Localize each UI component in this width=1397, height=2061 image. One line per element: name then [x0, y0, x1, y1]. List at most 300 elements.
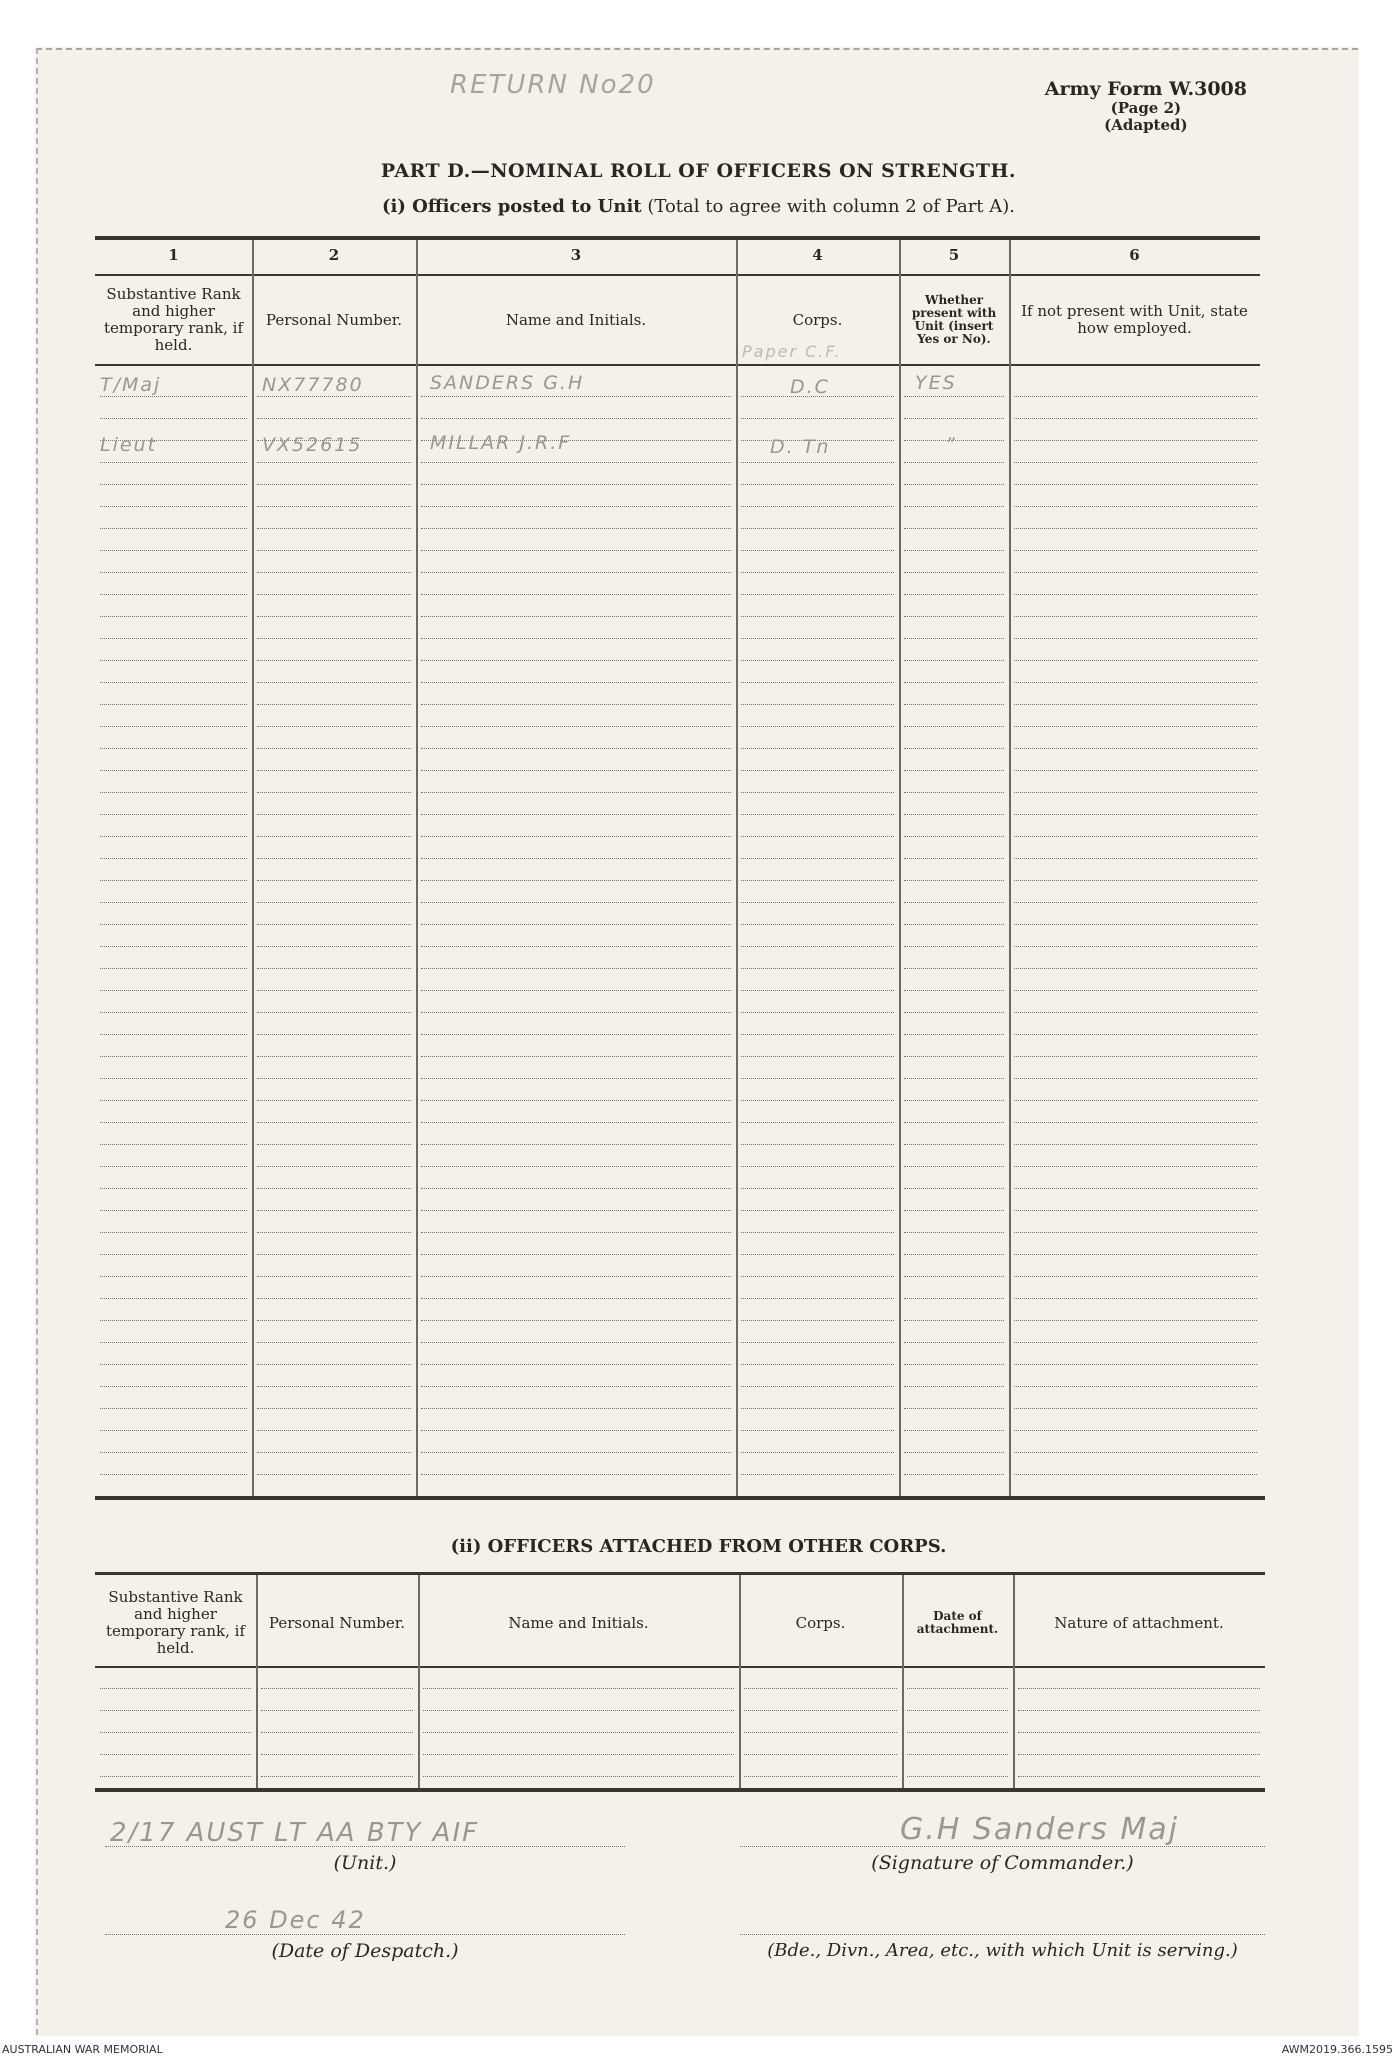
dotted-guide — [100, 1732, 251, 1733]
table1-header-bottom-rule — [95, 364, 1260, 366]
dotted-guide — [257, 528, 411, 529]
dotted-guide — [421, 616, 731, 617]
dotted-guide — [100, 1430, 247, 1431]
dotted-guide — [100, 814, 247, 815]
section1-title-rest: (Total to agree with column 2 of Part A). — [641, 196, 1015, 217]
dotted-guide — [904, 1408, 1004, 1409]
dotted-guide — [421, 1430, 731, 1431]
dotted-guide — [421, 1100, 731, 1101]
dotted-guide — [421, 792, 731, 793]
dotted-guide — [1014, 1364, 1257, 1365]
dotted-guide — [904, 990, 1004, 991]
dotted-guide — [741, 528, 894, 529]
dotted-guide — [1018, 1776, 1260, 1777]
dotted-guide — [421, 396, 731, 397]
dotted-guide — [907, 1688, 1008, 1689]
dotted-guide — [741, 858, 894, 859]
row2-rank: Lieut — [100, 434, 158, 456]
row2-corps: D. Tn — [770, 436, 831, 458]
dotted-guide — [421, 1056, 731, 1057]
dotted-guide — [421, 418, 731, 419]
dotted-guide — [741, 1122, 894, 1123]
dotted-guide — [100, 902, 247, 903]
dotted-guide — [904, 1254, 1004, 1255]
dotted-guide — [904, 638, 1004, 639]
dotted-guide — [1014, 1276, 1257, 1277]
dotted-guide — [904, 1276, 1004, 1277]
dotted-guide — [421, 880, 731, 881]
form-identifier — [1045, 78, 1247, 134]
dotted-guide — [1018, 1732, 1260, 1733]
dotted-guide — [100, 1776, 251, 1777]
dotted-guide — [1014, 616, 1257, 617]
dotted-guide — [904, 1166, 1004, 1167]
dotted-guide — [257, 704, 411, 705]
table1-header-rule — [95, 274, 1260, 276]
dotted-guide — [257, 792, 411, 793]
part-title: PART D.—NOMINAL ROLL OF OFFICERS ON STRENGTH. — [380, 160, 1017, 182]
dotted-guide — [261, 1710, 413, 1711]
dotted-guide — [100, 1452, 247, 1453]
dotted-guide — [100, 638, 247, 639]
dotted-guide — [100, 1298, 247, 1299]
table1-bottom-rule — [95, 1496, 1265, 1500]
dotted-guide — [257, 396, 411, 397]
dotted-guide — [741, 792, 894, 793]
dotted-guide — [421, 770, 731, 771]
dotted-guide — [100, 1210, 247, 1211]
dotted-guide — [257, 550, 411, 551]
dotted-guide — [904, 484, 1004, 485]
dotted-guide — [100, 1342, 247, 1343]
dotted-guide — [744, 1776, 897, 1777]
dotted-guide — [100, 836, 247, 837]
column-number: 6 — [1129, 246, 1140, 264]
dotted-guide — [907, 1732, 1008, 1733]
column-number: 2 — [328, 246, 340, 264]
dotted-guide — [100, 1012, 247, 1013]
dotted-guide — [1014, 1188, 1257, 1189]
dotted-guide — [100, 770, 247, 771]
dotted-guide — [257, 616, 411, 617]
dotted-guide — [421, 1254, 731, 1255]
dotted-guide — [257, 1364, 411, 1365]
dotted-guide — [257, 880, 411, 881]
dotted-guide — [904, 858, 1004, 859]
dotted-guide — [421, 528, 731, 529]
dotted-guide — [741, 1386, 894, 1387]
dotted-guide — [1018, 1688, 1260, 1689]
dotted-guide — [257, 1386, 411, 1387]
dotted-guide — [741, 1232, 894, 1233]
dotted-guide — [1014, 924, 1257, 925]
dotted-guide — [907, 1710, 1008, 1711]
dotted-guide — [257, 1012, 411, 1013]
dotted-guide — [904, 616, 1004, 617]
dotted-guide — [421, 990, 731, 991]
dotted-guide — [1014, 594, 1257, 595]
dotted-guide — [100, 572, 247, 573]
dotted-guide — [261, 1776, 413, 1777]
dotted-guide — [741, 660, 894, 661]
dotted-guide — [904, 836, 1004, 837]
dotted-guide — [904, 1100, 1004, 1101]
dotted-guide — [421, 858, 731, 859]
dotted-guide — [1014, 1166, 1257, 1167]
column-number: 3 — [570, 246, 582, 264]
dotted-guide — [421, 1210, 731, 1211]
column2-header-number: Personal Number. — [268, 1613, 406, 1632]
dotted-guide — [257, 682, 411, 683]
dotted-guide — [741, 594, 894, 595]
dotted-guide — [100, 682, 247, 683]
dotted-guide — [1014, 1100, 1257, 1101]
signature-line — [740, 1846, 1265, 1847]
bde-label: (Bde., Divn., Area, etc., with which Unit is serving.) — [767, 1940, 1238, 1961]
dotted-guide — [1014, 484, 1257, 485]
dotted-guide — [257, 1078, 411, 1079]
dotted-guide — [904, 506, 1004, 507]
dotted-guide — [1018, 1754, 1260, 1755]
dotted-guide — [741, 462, 894, 463]
dotted-guide — [421, 1364, 731, 1365]
dotted-guide — [904, 682, 1004, 683]
dotted-guide — [741, 704, 894, 705]
dotted-guide — [100, 1144, 247, 1145]
dotted-guide — [904, 1188, 1004, 1189]
dotted-guide — [744, 1688, 897, 1689]
dotted-guide — [421, 572, 731, 573]
dotted-guide — [257, 946, 411, 947]
dotted-guide — [421, 550, 731, 551]
dotted-guide — [904, 418, 1004, 419]
dotted-guide — [904, 396, 1004, 397]
dotted-guide — [100, 858, 247, 859]
dotted-guide — [421, 1320, 731, 1321]
dotted-guide — [421, 506, 731, 507]
dotted-guide — [741, 484, 894, 485]
dotted-guide — [421, 638, 731, 639]
dotted-guide — [1014, 1386, 1257, 1387]
dotted-guide — [741, 682, 894, 683]
dotted-guide — [904, 792, 1004, 793]
dotted-guide — [100, 616, 247, 617]
dotted-guide — [421, 1298, 731, 1299]
dotted-guide — [1014, 1144, 1257, 1145]
dotted-guide — [100, 506, 247, 507]
dotted-guide — [421, 1166, 731, 1167]
dotted-guide — [100, 1276, 247, 1277]
dotted-guide — [423, 1776, 734, 1777]
dotted-guide — [421, 1122, 731, 1123]
dotted-guide — [421, 1474, 731, 1475]
dotted-guide — [904, 1122, 1004, 1123]
dotted-guide — [904, 726, 1004, 727]
dotted-guide — [421, 462, 731, 463]
dotted-guide — [423, 1710, 734, 1711]
dotted-guide — [1014, 462, 1257, 463]
dotted-guide — [100, 1166, 247, 1167]
dotted-guide — [257, 484, 411, 485]
dotted-guide — [1014, 1034, 1257, 1035]
handwritten-corps-note: Paper C.F. — [742, 342, 842, 361]
dotted-guide — [1014, 418, 1257, 419]
row1-present: YES — [915, 372, 957, 394]
form-note: (Adapted) — [1104, 116, 1188, 134]
dotted-guide — [1014, 858, 1257, 859]
dotted-guide — [741, 1276, 894, 1277]
dotted-guide — [741, 616, 894, 617]
dotted-guide — [741, 1210, 894, 1211]
dotted-guide — [421, 1452, 731, 1453]
dotted-guide — [257, 814, 411, 815]
column-header-rank: Substantive Rank and higher temporary rank, if held. — [103, 285, 244, 354]
column-header-present: Whether present with Unit (insert Yes or No). — [911, 293, 997, 346]
dotted-guide — [100, 660, 247, 661]
table1-divider — [252, 240, 254, 1496]
row1-rank: T/Maj — [100, 374, 162, 396]
dotted-guide — [741, 770, 894, 771]
dotted-guide — [741, 638, 894, 639]
dotted-guide — [741, 1078, 894, 1079]
dotted-guide — [423, 1688, 734, 1689]
dotted-guide — [100, 1688, 251, 1689]
credit-left: AUSTRALIAN WAR MEMORIAL — [2, 2043, 163, 2056]
column2-header-nature: Nature of attachment. — [1054, 1613, 1224, 1632]
dotted-guide — [100, 1320, 247, 1321]
dotted-guide — [100, 484, 247, 485]
dotted-guide — [257, 1056, 411, 1057]
dotted-guide — [421, 1232, 731, 1233]
dotted-guide — [421, 1342, 731, 1343]
dotted-guide — [257, 1276, 411, 1277]
dotted-guide — [100, 594, 247, 595]
date-handwritten: 26 Dec 42 — [225, 1906, 366, 1934]
dotted-guide — [257, 1430, 411, 1431]
dotted-guide — [1014, 792, 1257, 793]
dotted-guide — [1014, 704, 1257, 705]
dotted-guide — [904, 1144, 1004, 1145]
dotted-guide — [741, 1056, 894, 1057]
dotted-guide — [904, 748, 1004, 749]
dotted-guide — [1014, 1430, 1257, 1431]
column-number: 1 — [168, 246, 179, 264]
date-line — [105, 1934, 625, 1935]
dotted-guide — [904, 594, 1004, 595]
dotted-guide — [100, 528, 247, 529]
dotted-guide — [421, 1386, 731, 1387]
dotted-guide — [100, 1100, 247, 1101]
dotted-guide — [904, 1364, 1004, 1365]
signature-handwritten: G.H Sanders Maj — [900, 1812, 1179, 1847]
dotted-guide — [100, 396, 247, 397]
dotted-guide — [100, 880, 247, 881]
dotted-guide — [1014, 748, 1257, 749]
dotted-guide — [100, 1386, 247, 1387]
dotted-guide — [257, 1188, 411, 1189]
dotted-guide — [904, 1320, 1004, 1321]
dotted-guide — [741, 1166, 894, 1167]
dotted-guide — [741, 1408, 894, 1409]
dotted-guide — [904, 704, 1004, 705]
row1-number: NX77780 — [262, 374, 364, 396]
dotted-guide — [904, 814, 1004, 815]
dotted-guide — [421, 814, 731, 815]
dotted-guide — [741, 1430, 894, 1431]
dotted-guide — [741, 1100, 894, 1101]
dotted-guide — [741, 418, 894, 419]
dotted-guide — [100, 1754, 251, 1755]
dotted-guide — [741, 946, 894, 947]
dotted-guide — [904, 1078, 1004, 1079]
table1-divider — [899, 240, 901, 1496]
dotted-guide — [421, 924, 731, 925]
dotted-guide — [1014, 1320, 1257, 1321]
dotted-guide — [741, 1012, 894, 1013]
dotted-guide — [257, 858, 411, 859]
dotted-guide — [1014, 1232, 1257, 1233]
dotted-guide — [100, 1408, 247, 1409]
unit-line — [105, 1846, 625, 1847]
dotted-guide — [741, 968, 894, 969]
dotted-guide — [1014, 836, 1257, 837]
dotted-guide — [1014, 550, 1257, 551]
table2-divider — [256, 1575, 258, 1788]
table2-header-bottom-rule — [95, 1666, 1265, 1668]
dotted-guide — [257, 990, 411, 991]
dotted-guide — [1014, 440, 1257, 441]
dotted-guide — [257, 1144, 411, 1145]
dotted-guide — [741, 726, 894, 727]
dotted-guide — [1014, 1122, 1257, 1123]
unit-label: (Unit.) — [333, 1852, 397, 1874]
dotted-guide — [1014, 990, 1257, 991]
dotted-guide — [257, 572, 411, 573]
dotted-guide — [904, 1034, 1004, 1035]
bde-line — [740, 1934, 1265, 1935]
dotted-guide — [100, 726, 247, 727]
dotted-guide — [421, 1034, 731, 1035]
table2-divider — [902, 1575, 904, 1788]
dotted-guide — [261, 1688, 413, 1689]
dotted-guide — [257, 1452, 411, 1453]
dotted-guide — [100, 1710, 251, 1711]
dotted-guide — [741, 748, 894, 749]
section1-title — [0, 196, 1397, 217]
dotted-guide — [100, 1188, 247, 1189]
dotted-guide — [421, 1012, 731, 1013]
dotted-guide — [904, 1298, 1004, 1299]
dotted-guide — [257, 836, 411, 837]
dotted-guide — [904, 528, 1004, 529]
dotted-guide — [741, 1298, 894, 1299]
dotted-guide — [744, 1732, 897, 1733]
dotted-guide — [904, 572, 1004, 573]
dotted-guide — [904, 880, 1004, 881]
dotted-guide — [257, 1166, 411, 1167]
dotted-guide — [257, 748, 411, 749]
dotted-guide — [421, 946, 731, 947]
table1-top-rule — [95, 236, 1260, 240]
dotted-guide — [741, 1144, 894, 1145]
dotted-guide — [100, 1474, 247, 1475]
dotted-guide — [1014, 1012, 1257, 1013]
dotted-guide — [904, 660, 1004, 661]
dotted-guide — [741, 1364, 894, 1365]
dotted-guide — [100, 418, 247, 419]
dotted-guide — [421, 594, 731, 595]
table1-divider — [736, 240, 738, 1496]
credit-right: AWM2019.366.1595 — [1281, 2043, 1393, 2056]
dotted-guide — [1014, 638, 1257, 639]
dotted-guide — [421, 704, 731, 705]
dotted-guide — [741, 814, 894, 815]
dotted-guide — [1014, 572, 1257, 573]
dotted-guide — [741, 1254, 894, 1255]
dotted-guide — [100, 792, 247, 793]
date-label: (Date of Despatch.) — [271, 1940, 459, 1962]
column-number: 4 — [812, 246, 823, 264]
dotted-guide — [1014, 726, 1257, 727]
dotted-guide — [904, 1012, 1004, 1013]
dotted-guide — [100, 704, 247, 705]
dotted-guide — [1014, 660, 1257, 661]
dotted-guide — [741, 1452, 894, 1453]
dotted-guide — [1014, 1408, 1257, 1409]
dotted-guide — [741, 572, 894, 573]
dotted-guide — [100, 1078, 247, 1079]
dotted-guide — [904, 924, 1004, 925]
dotted-guide — [1014, 1474, 1257, 1475]
dotted-guide — [257, 1254, 411, 1255]
dotted-guide — [421, 682, 731, 683]
dotted-guide — [257, 726, 411, 727]
row2-present: ” — [945, 434, 957, 456]
dotted-guide — [904, 1474, 1004, 1475]
dotted-guide — [1014, 1452, 1257, 1453]
dotted-guide — [257, 462, 411, 463]
column-number: 5 — [948, 246, 960, 264]
dotted-guide — [100, 1364, 247, 1365]
dotted-guide — [1014, 1298, 1257, 1299]
column2-header-corps: Corps. — [795, 1613, 846, 1632]
dotted-guide — [904, 902, 1004, 903]
dotted-guide — [257, 1100, 411, 1101]
dotted-guide — [257, 968, 411, 969]
dotted-guide — [904, 1430, 1004, 1431]
dotted-guide — [1014, 396, 1257, 397]
dotted-guide — [1014, 506, 1257, 507]
dotted-guide — [1014, 1056, 1257, 1057]
signature-label: (Signature of Commander.) — [871, 1852, 1134, 1874]
dotted-guide — [904, 1342, 1004, 1343]
dotted-guide — [257, 1210, 411, 1211]
dotted-guide — [741, 836, 894, 837]
dotted-guide — [1014, 1254, 1257, 1255]
dotted-guide — [741, 1342, 894, 1343]
dotted-guide — [741, 1188, 894, 1189]
dotted-guide — [421, 1144, 731, 1145]
dotted-guide — [100, 1232, 247, 1233]
column2-header-date: Date of attachment. — [916, 1609, 999, 1636]
column-header-number: Personal Number. — [265, 310, 403, 329]
dotted-guide — [257, 1122, 411, 1123]
dotted-guide — [741, 1320, 894, 1321]
column2-header-name: Name and Initials. — [508, 1613, 649, 1632]
row1-corps: D.C — [790, 376, 830, 398]
dotted-guide — [421, 726, 731, 727]
dotted-guide — [100, 1034, 247, 1035]
